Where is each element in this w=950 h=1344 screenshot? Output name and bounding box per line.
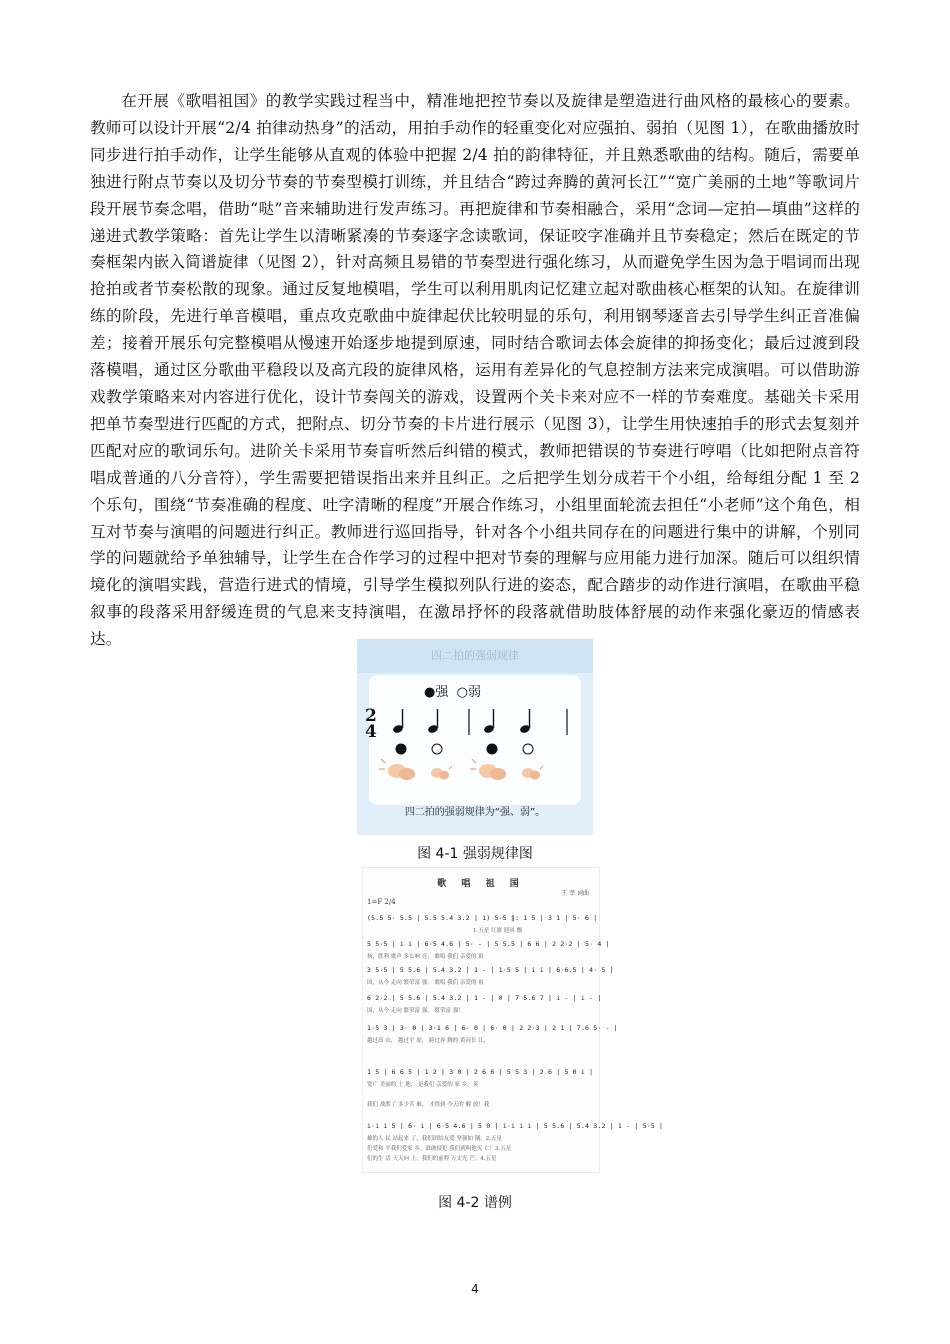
score-lyric: 国，从今 走向 繁荣富 强。 歌唱 我们 亲爱的 祖: [367, 980, 484, 986]
score-lyric: 越过高 山， 越过平 原， 跨过奔 腾的 黄河长 江，: [367, 1038, 490, 1044]
clap-hands-weak-icon: [431, 766, 452, 780]
score-row: (5.5 5· 5.5 | 5.5 5.4 3.2 | 1) 5·5 ‖: 1 5 | 3 1 | 5· 6 |: [367, 914, 598, 922]
weak-beat-circle: [432, 744, 442, 754]
score-composer: 王 莘 词曲: [561, 890, 589, 897]
figure1-header: 四二拍的强弱规律: [431, 649, 519, 662]
score-title: 歌 唱 祖 国: [437, 879, 525, 889]
score-row: 1 5 | 6 6 5 | 1 2 | 3 0 | 2 6 6 | 5 5 3 | 2 6 | 5 0 i |: [367, 1068, 594, 1076]
figure-strong-weak-rhythm: [357, 639, 593, 835]
score-row: 6 2·2 | 5 5.6 | 5.4 3.2 | 1 - | 0 | 7 5.6 7 | i - | i - |: [367, 994, 602, 1002]
clap-hands-strong-icon: [379, 759, 415, 780]
quarter-note-2: [427, 709, 439, 734]
legend-weak-label: 弱: [467, 685, 481, 700]
score-row: 3 5·5 | 5 5.6 | 5.4 3.2 | 1 - | 1·5 5 | i i | 6·6.5 | 4· 5 |: [367, 966, 614, 974]
score-row: i·i i 5 | 6· i | 6·5 4.6 | 5 0 | i·i i i | 5 5.6 | 5.4 3.2 | 1 - | 5·5 |: [367, 1122, 664, 1130]
strong-beat-dot: [487, 744, 498, 755]
clap-hands-strong-icon: [470, 759, 506, 780]
body-paragraph: 在开展《歌唱祖国》的教学实践过程当中，精准地把控节奏以及旋律是塑造进行曲风格的最核心的要素。教师可以设计开展“2/4 拍律动热身”的活动，用拍手动作的轻重变化对应强拍、弱拍（见图 1），在歌曲播放时同步进行拍手动作，让学生能够从直观的体验中把握 2/4 拍的韵律特征，并且熟悉歌曲的结构。随后，需要单独进行附点节奏以及切分节奏的节奏型模打训练，并且结合“跨过奔腾的黄河长江”“宽广美丽的土地”等歌词片段开展节奏念唱，借助“哒”音来辅助进行发声练习。再把旋律和节奏相融合，采用“念词—定拍—填曲”这样的递进式教学策略：首先让学生以清晰紧凑的节奏逐字念读歌词，保证咬字准确并且节奏稳定；然后在既定的节奏框架内嵌入简谱旋律（见图 2），针对高频且易错的节奏型进行强化练习，从而避免学生因为急于唱词而出现抢拍或者节奏松散的现象。通过反复地模唱，学生可以利用肌肉记忆建立起对歌曲核心框架的认知。在旋律训练的阶段，先进行单音模唱，重点攻克歌曲中旋律起伏比较明显的乐句，利用钢琴逐音去引导学生纠正音准偏差；接着开展乐句完整模唱从慢速开始逐步地提到原速，同时结合歌词去体会旋律的抑扬变化；最后过渡到段落模唱，通过区分歌曲平稳段以及高亢段的旋律风格，运用有差异化的气息控制方法来完成演唱。可以借助游戏教学策略来对内容进行优化，设计节奏闯关的游戏，设置两个关卡来对应不一样的节奏难度。基础关卡采用把单节奏型进行匹配的方式，把附点、切分节奏的卡片进行展示（见图 3），让学生用快速拍手的形式去复刻并匹配对应的歌词乐句。进阶关卡采用节奏盲听然后纠错的模式，教师把错误的节奏进行哼唱（比如把附点音符唱成普通的八分音符），学生需要把错误指出来并且纠正。之后把学生划分成若干个小组，给每组分配 1 至 2 个乐句，围绕“节奏准确的程度、吐字清晰的程度”开展合作练习，小组里面轮流去担任“小老师”这个角色，相互对节奏与演唱的问题进行纠正。教师进行巡回指导，针对各个小组共同存在的问题进行集中的讲解，个别同学的问题就给予单独辅导，让学生在合作学习的过程中把对节奏的理解与应用能力进行加深。随后可以组织情境化的演唱实践，营造行进式的情境，引导学生模拟列队行进的姿态，配合踏步的动作进行演唱，在歌曲平稳叙事的段落采用舒缓连贯的气息来支持演唱，在激昂抒怀的段落就借助肢体舒展的动作来强化豪迈的情感表达。: [90, 92, 860, 649]
strong-beat-dot: [396, 744, 407, 755]
quarter-note-1: [392, 709, 404, 734]
score-lyric: 宽广 美丽的 土 地， 是我们 亲爱的 家 乡。英: [367, 1082, 479, 1088]
score-row: 5 5·5 | i i | 6·5 4.6 | 5· - | 5 5.5 | 6 6 | 2 2·2 | 5· 4 |: [367, 940, 610, 948]
score-lyric: 们的生 活 天天向 上，我们的前程 万丈光 芒。4.五星: [367, 1156, 497, 1162]
score-lyric: 雄的人 民 站起来 了，我们团结友爱 坚强如 钢。2.五星: [367, 1136, 502, 1142]
figure2-caption: 图 4-2 谱例: [438, 1195, 512, 1211]
legend-strong-label: 强: [435, 685, 449, 700]
score-lyric: 我们 战胜了 多少苦 难， 才得到 今天的 解 放！我: [367, 1102, 490, 1108]
weak-circle-icon: ○: [456, 685, 468, 700]
page-number: 4: [471, 1282, 479, 1296]
figure1-caption: 图 4-1 强弱规律图: [417, 846, 533, 862]
score-key: 1=F 2/4: [367, 898, 396, 906]
figure1-inner-caption: 四二拍的强弱规律为“强、弱”。: [404, 807, 546, 818]
score-lyric: 们爱和 平我们爱家 乡，谁敢侵犯 我们就叫他灭 亡！3.五星: [367, 1146, 512, 1152]
time-signature-top: 2: [365, 706, 377, 726]
weak-beat-circle: [523, 744, 533, 754]
score-lyric: 扬，胜利 歌声 多么响 亮； 歌唱 我们 亲爱的 祖: [367, 954, 484, 960]
time-signature-bottom: 4: [365, 722, 377, 742]
clap-hands-weak-icon: [522, 766, 543, 780]
strong-dot-icon: ●: [424, 685, 436, 700]
figure-score-example: [362, 867, 664, 1173]
score-lyric: 1.五星 红旗 迎风 飘: [473, 928, 522, 934]
quarter-note-3: [483, 709, 495, 734]
quarter-note-4: [519, 709, 531, 734]
score-lyric: 国，从今 走向 繁荣富 强。 繁荣富 强！: [367, 1008, 464, 1014]
score-row: 1·5 3 | 3· 0 | 3·1 6 | 6· 0 | 6· 0 | 2 2·3 | 2 1 | 7.6 5· - |: [367, 1024, 618, 1032]
